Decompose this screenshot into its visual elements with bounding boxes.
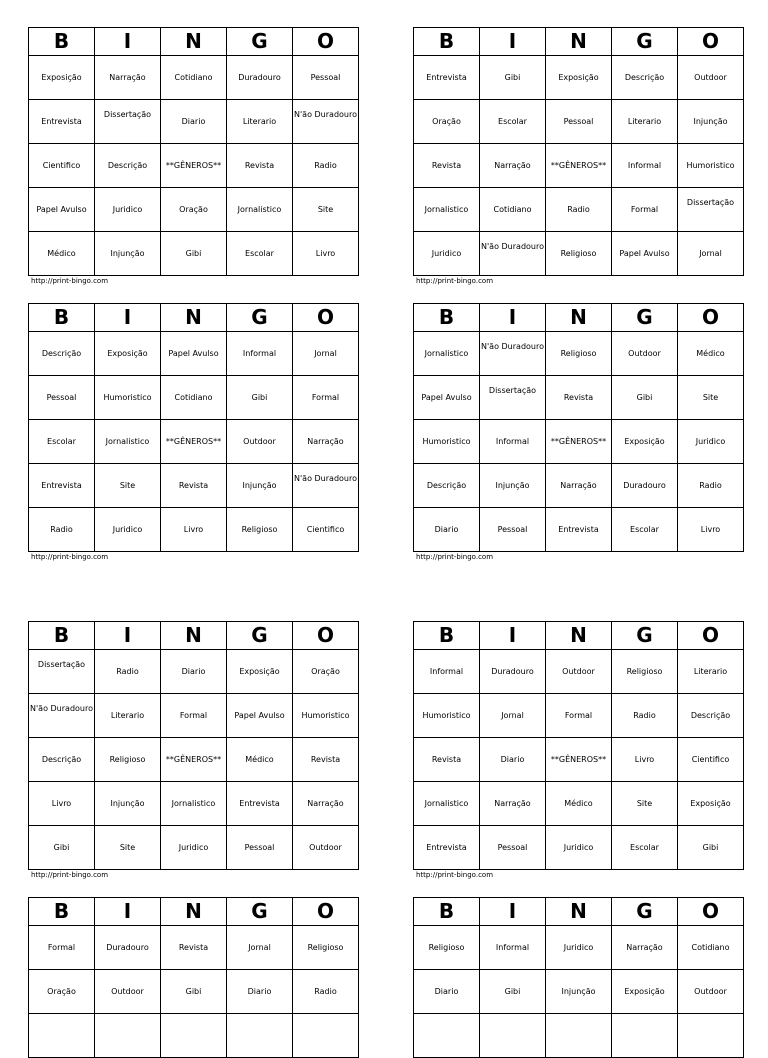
- bingo-cell: Pessoal: [546, 100, 612, 144]
- free-space-cell: **GÊNEROS**: [161, 420, 227, 464]
- bingo-header-row: [29, 28, 359, 56]
- bingo-row: [414, 508, 744, 552]
- bingo-cell: [95, 1014, 161, 1058]
- header-letter: N: [546, 304, 612, 332]
- bingo-cell: Entrevista: [414, 826, 480, 870]
- bingo-cell: Humoristico: [414, 420, 480, 464]
- bingo-cell: Jornal: [480, 694, 546, 738]
- bingo-row: [414, 332, 744, 376]
- bingo-row: [29, 650, 359, 694]
- bingo-cell: Exposição: [612, 420, 678, 464]
- bingo-row: [29, 1014, 359, 1058]
- header-letter: G: [612, 304, 678, 332]
- bingo-row: [414, 144, 744, 188]
- bingo-cell: Revista: [414, 144, 480, 188]
- bingo-row: [29, 56, 359, 100]
- bingo-cell: [480, 1014, 546, 1058]
- header-letter: G: [612, 622, 678, 650]
- bingo-cell: Papel Avulso: [161, 332, 227, 376]
- bingo-row: [414, 464, 744, 508]
- bingo-cell: Jornalistico: [95, 420, 161, 464]
- bingo-cell: Narração: [480, 144, 546, 188]
- header-letter: B: [414, 898, 480, 926]
- bingo-row: [29, 926, 359, 970]
- header-letter: N: [546, 622, 612, 650]
- bingo-cell: Narração: [546, 464, 612, 508]
- source-url: http://print-bingo.com: [416, 871, 494, 879]
- bingo-cell: Cotidiano: [678, 926, 744, 970]
- bingo-row: [29, 376, 359, 420]
- bingo-header-row: [29, 304, 359, 332]
- header-letter: N: [546, 28, 612, 56]
- bingo-cell: Outdoor: [227, 420, 293, 464]
- bingo-row: [29, 144, 359, 188]
- bingo-cell: Livro: [161, 508, 227, 552]
- bingo-cell: Site: [95, 826, 161, 870]
- bingo-cell: Exposição: [678, 782, 744, 826]
- header-letter: O: [678, 898, 744, 926]
- header-letter: G: [227, 304, 293, 332]
- header-letter: N: [161, 622, 227, 650]
- bingo-cell: Pessoal: [480, 508, 546, 552]
- bingo-cell: Outdoor: [678, 56, 744, 100]
- bingo-grid: [413, 27, 744, 276]
- bingo-cell: Radio: [612, 694, 678, 738]
- bingo-cell: Radio: [293, 970, 359, 1014]
- bingo-cell: Papel Avulso: [227, 694, 293, 738]
- bingo-cell: Pessoal: [29, 376, 95, 420]
- header-letter: N: [161, 304, 227, 332]
- bingo-row: [29, 738, 359, 782]
- source-url: http://print-bingo.com: [31, 277, 109, 285]
- bingo-grid: [413, 897, 744, 1058]
- header-letter: O: [678, 622, 744, 650]
- bingo-cell: Dissertação: [480, 376, 546, 420]
- bingo-cell: Narração: [293, 782, 359, 826]
- bingo-cell: Pessoal: [227, 826, 293, 870]
- bingo-cell: Religioso: [546, 232, 612, 276]
- bingo-row: [414, 694, 744, 738]
- bingo-cell: Médico: [546, 782, 612, 826]
- bingo-cell: Formal: [161, 694, 227, 738]
- header-letter: G: [612, 28, 678, 56]
- header-letter: B: [29, 28, 95, 56]
- header-letter: O: [293, 898, 359, 926]
- bingo-cell: Cotidiano: [161, 56, 227, 100]
- bingo-row: [29, 508, 359, 552]
- bingo-cell: Descrição: [678, 694, 744, 738]
- bingo-cell: Descrição: [612, 56, 678, 100]
- bingo-cell: Oração: [161, 188, 227, 232]
- bingo-row: [29, 826, 359, 870]
- bingo-cell: Escolar: [612, 508, 678, 552]
- bingo-cell: Radio: [95, 650, 161, 694]
- bingo-cell: Pessoal: [293, 56, 359, 100]
- bingo-cell: Gibi: [227, 376, 293, 420]
- bingo-row: [414, 826, 744, 870]
- header-letter: I: [95, 898, 161, 926]
- bingo-cell: Injunção: [95, 232, 161, 276]
- bingo-cell: [612, 1014, 678, 1058]
- bingo-cell: Livro: [293, 232, 359, 276]
- header-letter: I: [95, 304, 161, 332]
- bingo-cell: Religioso: [546, 332, 612, 376]
- bingo-grid: [413, 621, 744, 870]
- header-letter: I: [95, 28, 161, 56]
- bingo-cell: Gibi: [612, 376, 678, 420]
- bingo-cell: Revista: [161, 926, 227, 970]
- bingo-row: [414, 188, 744, 232]
- bingo-cell: Narração: [293, 420, 359, 464]
- bingo-card: [413, 897, 744, 1058]
- header-letter: B: [414, 28, 480, 56]
- bingo-cell: Cientifico: [29, 144, 95, 188]
- bingo-cell: [414, 1014, 480, 1058]
- bingo-cell: Radio: [29, 508, 95, 552]
- bingo-cell: Diario: [161, 650, 227, 694]
- bingo-cell: Injunção: [95, 782, 161, 826]
- bingo-grid: [28, 27, 359, 276]
- bingo-row: [29, 782, 359, 826]
- header-letter: O: [293, 622, 359, 650]
- bingo-cell: [546, 1014, 612, 1058]
- bingo-cell: Revista: [161, 464, 227, 508]
- bingo-cell: Exposição: [546, 56, 612, 100]
- bingo-cell: Informal: [480, 926, 546, 970]
- header-letter: O: [678, 28, 744, 56]
- bingo-cell: Livro: [678, 508, 744, 552]
- bingo-cell: Diario: [227, 970, 293, 1014]
- bingo-cell: [29, 1014, 95, 1058]
- source-url: http://print-bingo.com: [416, 553, 494, 561]
- bingo-cell: Gibi: [161, 232, 227, 276]
- bingo-cell: Diario: [161, 100, 227, 144]
- source-url: http://print-bingo.com: [416, 277, 494, 285]
- free-space-cell: **GÊNEROS**: [161, 738, 227, 782]
- bingo-cell: Religioso: [227, 508, 293, 552]
- bingo-cell: Livro: [29, 782, 95, 826]
- bingo-cell: Radio: [678, 464, 744, 508]
- source-url: http://print-bingo.com: [31, 553, 109, 561]
- bingo-cell: Escolar: [29, 420, 95, 464]
- bingo-row: [29, 420, 359, 464]
- bingo-cell: Revista: [293, 738, 359, 782]
- bingo-cell: Informal: [480, 420, 546, 464]
- bingo-card: [28, 897, 359, 1058]
- bingo-cell: N'ão Duradouro: [29, 694, 95, 738]
- bingo-row: [414, 926, 744, 970]
- header-letter: N: [161, 898, 227, 926]
- bingo-card: [413, 27, 744, 286]
- bingo-cell: N'ão Duradouro: [480, 232, 546, 276]
- bingo-cell: Papel Avulso: [29, 188, 95, 232]
- bingo-cell: Jornal: [293, 332, 359, 376]
- bingo-header-row: [29, 898, 359, 926]
- header-letter: N: [546, 898, 612, 926]
- bingo-cell: Gibi: [29, 826, 95, 870]
- bingo-cell: Revista: [414, 738, 480, 782]
- bingo-cell: Cotidiano: [161, 376, 227, 420]
- bingo-cell: Religioso: [293, 926, 359, 970]
- bingo-cell: Outdoor: [612, 332, 678, 376]
- bingo-card: [28, 303, 359, 562]
- bingo-cell: Formal: [29, 926, 95, 970]
- bingo-cell: Gibi: [480, 970, 546, 1014]
- bingo-cell: Escolar: [227, 232, 293, 276]
- bingo-cell: Jornalistico: [414, 782, 480, 826]
- bingo-cell: Religioso: [414, 926, 480, 970]
- bingo-cell: Diario: [480, 738, 546, 782]
- bingo-cell: Gibi: [678, 826, 744, 870]
- bingo-cell: Exposição: [95, 332, 161, 376]
- bingo-row: [414, 738, 744, 782]
- bingo-cell: Outdoor: [95, 970, 161, 1014]
- bingo-cell: Radio: [293, 144, 359, 188]
- header-letter: O: [293, 28, 359, 56]
- header-letter: G: [227, 622, 293, 650]
- bingo-cell: N'ão Duradouro: [293, 100, 359, 144]
- bingo-cell: Narração: [612, 926, 678, 970]
- bingo-cell: Informal: [414, 650, 480, 694]
- header-letter: G: [227, 898, 293, 926]
- bingo-cell: Revista: [546, 376, 612, 420]
- header-letter: G: [612, 898, 678, 926]
- bingo-row: [414, 376, 744, 420]
- bingo-row: [29, 232, 359, 276]
- bingo-cell: Narração: [480, 782, 546, 826]
- bingo-cell: Dissertação: [95, 100, 161, 144]
- bingo-card: [28, 27, 359, 286]
- bingo-cell: Papel Avulso: [612, 232, 678, 276]
- bingo-cell: Pessoal: [480, 826, 546, 870]
- bingo-cell: Oração: [29, 970, 95, 1014]
- bingo-cell: Cientifico: [293, 508, 359, 552]
- bingo-cell: Jornalistico: [161, 782, 227, 826]
- bingo-cell: Humoristico: [293, 694, 359, 738]
- bingo-card: [413, 303, 744, 562]
- bingo-cell: Formal: [612, 188, 678, 232]
- bingo-row: [414, 650, 744, 694]
- bingo-cell: Site: [293, 188, 359, 232]
- bingo-cell: Site: [95, 464, 161, 508]
- bingo-cell: Humoristico: [678, 144, 744, 188]
- bingo-cell: [227, 1014, 293, 1058]
- bingo-cell: Site: [678, 376, 744, 420]
- bingo-grid: [28, 621, 359, 870]
- bingo-cell: Entrevista: [546, 508, 612, 552]
- bingo-header-row: [414, 898, 744, 926]
- bingo-row: [414, 100, 744, 144]
- bingo-row: [29, 970, 359, 1014]
- bingo-cell: Duradouro: [612, 464, 678, 508]
- bingo-row: [414, 1014, 744, 1058]
- bingo-cell: Revista: [227, 144, 293, 188]
- bingo-cell: Radio: [546, 188, 612, 232]
- header-letter: N: [161, 28, 227, 56]
- bingo-cell: Formal: [546, 694, 612, 738]
- bingo-card: [28, 621, 359, 880]
- header-letter: I: [480, 28, 546, 56]
- bingo-cell: Juridico: [161, 826, 227, 870]
- bingo-cell: N'ão Duradouro: [480, 332, 546, 376]
- bingo-cell: Informal: [227, 332, 293, 376]
- bingo-cell: Juridico: [546, 926, 612, 970]
- bingo-row: [29, 332, 359, 376]
- bingo-cell: Entrevista: [29, 100, 95, 144]
- bingo-cell: [678, 1014, 744, 1058]
- bingo-cell: Outdoor: [546, 650, 612, 694]
- bingo-cell: Médico: [29, 232, 95, 276]
- free-space-cell: **GÊNEROS**: [546, 420, 612, 464]
- header-letter: I: [480, 304, 546, 332]
- bingo-cell: Literario: [678, 650, 744, 694]
- bingo-cell: Juridico: [546, 826, 612, 870]
- bingo-row: [414, 232, 744, 276]
- bingo-grid: [413, 303, 744, 552]
- bingo-cell: Oração: [414, 100, 480, 144]
- bingo-cell: Diario: [414, 508, 480, 552]
- bingo-cell: Entrevista: [414, 56, 480, 100]
- bingo-row: [29, 694, 359, 738]
- header-letter: O: [293, 304, 359, 332]
- bingo-grid: [28, 897, 359, 1058]
- bingo-cell: Duradouro: [227, 56, 293, 100]
- bingo-cell: Descrição: [29, 738, 95, 782]
- bingo-cell: Literario: [612, 100, 678, 144]
- bingo-row: [414, 970, 744, 1014]
- bingo-card: [413, 621, 744, 880]
- source-url: http://print-bingo.com: [31, 871, 109, 879]
- bingo-row: [414, 420, 744, 464]
- bingo-cell: Escolar: [612, 826, 678, 870]
- header-letter: I: [95, 622, 161, 650]
- bingo-cell: Cientifico: [678, 738, 744, 782]
- bingo-cell: Livro: [612, 738, 678, 782]
- bingo-cell: Formal: [293, 376, 359, 420]
- bingo-cell: Oração: [293, 650, 359, 694]
- bingo-cell: Dissertação: [29, 650, 95, 694]
- bingo-cell: Literario: [227, 100, 293, 144]
- bingo-cell: Duradouro: [480, 650, 546, 694]
- bingo-cell: Exposição: [227, 650, 293, 694]
- bingo-row: [414, 56, 744, 100]
- bingo-cell: Descrição: [414, 464, 480, 508]
- bingo-cell: Injunção: [678, 100, 744, 144]
- bingo-cell: Jornalistico: [227, 188, 293, 232]
- bingo-cell: Literario: [95, 694, 161, 738]
- bingo-cell: Religioso: [612, 650, 678, 694]
- bingo-cell: Juridico: [95, 188, 161, 232]
- bingo-cell: Cotidiano: [480, 188, 546, 232]
- free-space-cell: **GÊNEROS**: [161, 144, 227, 188]
- bingo-cell: Entrevista: [227, 782, 293, 826]
- bingo-cell: Exposição: [29, 56, 95, 100]
- bingo-cell: [161, 1014, 227, 1058]
- bingo-cell: Injunção: [546, 970, 612, 1014]
- header-letter: I: [480, 622, 546, 650]
- bingo-cell: Jornal: [227, 926, 293, 970]
- bingo-cell: Injunção: [227, 464, 293, 508]
- bingo-cell: Informal: [612, 144, 678, 188]
- bingo-row: [414, 782, 744, 826]
- free-space-cell: **GÊNEROS**: [546, 738, 612, 782]
- bingo-cell: Narração: [95, 56, 161, 100]
- bingo-cell: Juridico: [678, 420, 744, 464]
- bingo-cell: Juridico: [95, 508, 161, 552]
- bingo-cell: Papel Avulso: [414, 376, 480, 420]
- bingo-cell: Descrição: [29, 332, 95, 376]
- bingo-grid: [28, 303, 359, 552]
- bingo-cell: Escolar: [480, 100, 546, 144]
- bingo-cell: Injunção: [480, 464, 546, 508]
- bingo-cell: Outdoor: [678, 970, 744, 1014]
- bingo-cell: Duradouro: [95, 926, 161, 970]
- bingo-cell: Gibi: [480, 56, 546, 100]
- header-letter: G: [227, 28, 293, 56]
- free-space-cell: **GÊNEROS**: [546, 144, 612, 188]
- bingo-cell: Juridico: [414, 232, 480, 276]
- bingo-header-row: [29, 622, 359, 650]
- bingo-cell: Jornalistico: [414, 332, 480, 376]
- bingo-cell: Gibi: [161, 970, 227, 1014]
- bingo-cell: Descrição: [95, 144, 161, 188]
- header-letter: B: [29, 898, 95, 926]
- bingo-header-row: [414, 622, 744, 650]
- bingo-cell: Médico: [678, 332, 744, 376]
- bingo-header-row: [414, 304, 744, 332]
- bingo-cell: Humoristico: [95, 376, 161, 420]
- bingo-cell: Religioso: [95, 738, 161, 782]
- bingo-header-row: [414, 28, 744, 56]
- bingo-row: [29, 188, 359, 232]
- bingo-cell: Médico: [227, 738, 293, 782]
- bingo-row: [29, 100, 359, 144]
- header-letter: B: [414, 622, 480, 650]
- header-letter: I: [480, 898, 546, 926]
- bingo-cell: Diario: [414, 970, 480, 1014]
- bingo-cell: Jornalistico: [414, 188, 480, 232]
- bingo-cell: Entrevista: [29, 464, 95, 508]
- bingo-row: [29, 464, 359, 508]
- bingo-cell: [293, 1014, 359, 1058]
- bingo-cell: Exposição: [612, 970, 678, 1014]
- header-letter: B: [29, 304, 95, 332]
- header-letter: O: [678, 304, 744, 332]
- bingo-cell: Outdoor: [293, 826, 359, 870]
- bingo-cell: Dissertação: [678, 188, 744, 232]
- bingo-cell: Humoristico: [414, 694, 480, 738]
- bingo-cell: Jornal: [678, 232, 744, 276]
- header-letter: B: [414, 304, 480, 332]
- bingo-cell: Site: [612, 782, 678, 826]
- header-letter: B: [29, 622, 95, 650]
- bingo-cell: N'ão Duradouro: [293, 464, 359, 508]
